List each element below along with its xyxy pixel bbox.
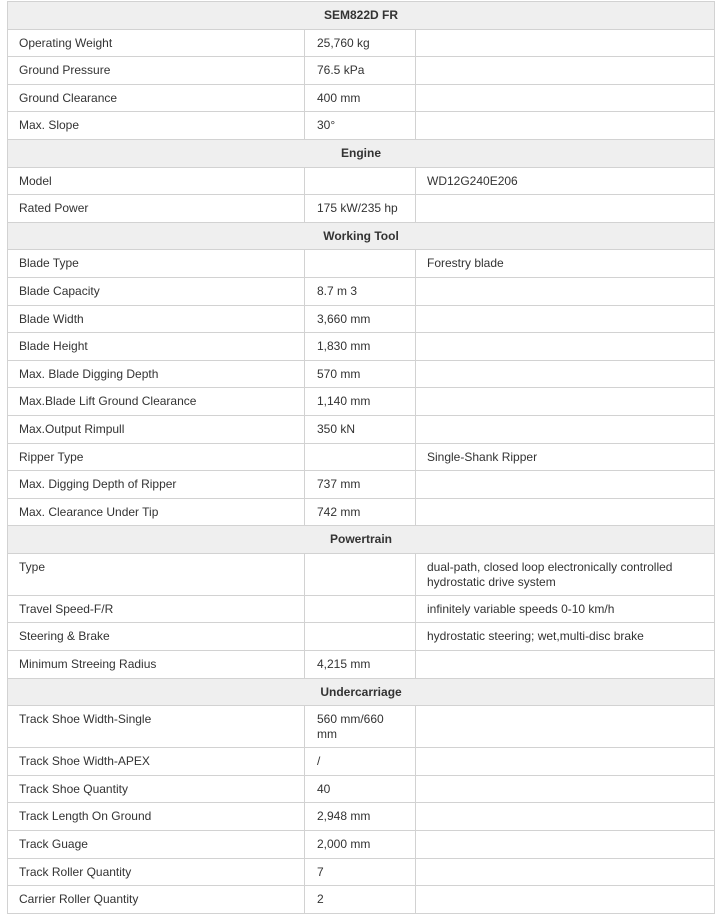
table-row — [8, 443, 715, 471]
spec-note — [416, 651, 715, 679]
spec-note: hydrostatic steering; wet,multi-disc brake — [416, 623, 715, 651]
table-row — [8, 803, 715, 831]
spec-note — [416, 333, 715, 361]
spec-table-body — [8, 2, 715, 914]
spec-label: Blade Type — [8, 250, 305, 278]
spec-value: 4,215 mm — [305, 651, 416, 679]
spec-value: 560 mm/660 mm — [305, 706, 416, 748]
spec-value: 400 mm — [305, 84, 416, 112]
spec-table — [7, 1, 715, 914]
spec-note — [416, 471, 715, 499]
spec-label: Travel Speed-F/R — [8, 595, 305, 623]
spec-label: Ripper Type — [8, 443, 305, 471]
spec-note — [416, 858, 715, 886]
section-title: SEM822D FR — [8, 2, 715, 30]
spec-label: Max. Clearance Under Tip — [8, 498, 305, 526]
table-row — [8, 498, 715, 526]
spec-label: Minimum Streeing Radius — [8, 651, 305, 679]
spec-value: 2,948 mm — [305, 803, 416, 831]
table-row — [8, 84, 715, 112]
spec-value: 76.5 kPa — [305, 57, 416, 85]
spec-note — [416, 195, 715, 223]
section-title: Engine — [8, 139, 715, 167]
spec-value — [305, 623, 416, 651]
spec-value — [305, 595, 416, 623]
table-row — [8, 415, 715, 443]
spec-note — [416, 498, 715, 526]
spec-note — [416, 831, 715, 859]
table-row — [8, 651, 715, 679]
table-row — [8, 706, 715, 748]
spec-note: Forestry blade — [416, 250, 715, 278]
spec-label: Operating Weight — [8, 29, 305, 57]
table-row — [8, 775, 715, 803]
section-header-row — [8, 2, 715, 30]
spec-value: 742 mm — [305, 498, 416, 526]
spec-note — [416, 886, 715, 914]
spec-value: 8.7 m 3 — [305, 277, 416, 305]
spec-label: Track Guage — [8, 831, 305, 859]
spec-label: Max. Digging Depth of Ripper — [8, 471, 305, 499]
spec-value: 570 mm — [305, 360, 416, 388]
table-row — [8, 360, 715, 388]
spec-value: 1,140 mm — [305, 388, 416, 416]
spec-value — [305, 553, 416, 595]
spec-note: Single-Shank Ripper — [416, 443, 715, 471]
spec-note — [416, 84, 715, 112]
spec-label: Track Roller Quantity — [8, 858, 305, 886]
spec-note: infinitely variable speeds 0-10 km/h — [416, 595, 715, 623]
spec-value: 30° — [305, 112, 416, 140]
spec-label: Max. Slope — [8, 112, 305, 140]
spec-label: Blade Capacity — [8, 277, 305, 305]
section-title: Working Tool — [8, 222, 715, 250]
spec-label: Steering & Brake — [8, 623, 305, 651]
spec-value: 350 kN — [305, 415, 416, 443]
spec-value: 737 mm — [305, 471, 416, 499]
spec-value: 2,000 mm — [305, 831, 416, 859]
section-title: Undercarriage — [8, 678, 715, 706]
spec-value — [305, 167, 416, 195]
table-row — [8, 623, 715, 651]
spec-note — [416, 775, 715, 803]
table-row — [8, 471, 715, 499]
table-row — [8, 595, 715, 623]
table-row — [8, 250, 715, 278]
spec-note — [416, 57, 715, 85]
table-row — [8, 748, 715, 776]
spec-note — [416, 112, 715, 140]
spec-note — [416, 29, 715, 57]
spec-value: 25,760 kg — [305, 29, 416, 57]
spec-label: Max. Blade Digging Depth — [8, 360, 305, 388]
section-header-row — [8, 222, 715, 250]
spec-note — [416, 360, 715, 388]
table-row — [8, 333, 715, 361]
spec-value — [305, 250, 416, 278]
spec-note — [416, 748, 715, 776]
table-row — [8, 57, 715, 85]
table-row — [8, 29, 715, 57]
spec-value: / — [305, 748, 416, 776]
spec-note: dual-path, closed loop electronically controlled hydrostatic drive system — [416, 553, 715, 595]
spec-value: 175 kW/235 hp — [305, 195, 416, 223]
table-row — [8, 886, 715, 914]
table-row — [8, 305, 715, 333]
section-header-row — [8, 139, 715, 167]
spec-label: Track Shoe Quantity — [8, 775, 305, 803]
spec-label: Blade Width — [8, 305, 305, 333]
spec-label: Track Length On Ground — [8, 803, 305, 831]
table-row — [8, 277, 715, 305]
section-title: Powertrain — [8, 526, 715, 554]
spec-note — [416, 388, 715, 416]
spec-note — [416, 803, 715, 831]
table-row — [8, 195, 715, 223]
table-row — [8, 112, 715, 140]
table-row — [8, 167, 715, 195]
spec-label: Track Shoe Width-Single — [8, 706, 305, 748]
section-header-row — [8, 678, 715, 706]
spec-label: Max.Output Rimpull — [8, 415, 305, 443]
spec-label: Track Shoe Width-APEX — [8, 748, 305, 776]
spec-label: Ground Clearance — [8, 84, 305, 112]
spec-value: 3,660 mm — [305, 305, 416, 333]
spec-note: WD12G240E206 — [416, 167, 715, 195]
spec-label: Carrier Roller Quantity — [8, 886, 305, 914]
spec-label: Type — [8, 553, 305, 595]
spec-note — [416, 277, 715, 305]
table-row — [8, 831, 715, 859]
spec-value: 7 — [305, 858, 416, 886]
spec-label: Ground Pressure — [8, 57, 305, 85]
spec-value — [305, 443, 416, 471]
spec-label: Rated Power — [8, 195, 305, 223]
spec-note — [416, 706, 715, 748]
spec-label: Model — [8, 167, 305, 195]
spec-value: 1,830 mm — [305, 333, 416, 361]
spec-note — [416, 415, 715, 443]
spec-label: Blade Height — [8, 333, 305, 361]
table-row — [8, 388, 715, 416]
table-row — [8, 858, 715, 886]
spec-note — [416, 305, 715, 333]
spec-value: 2 — [305, 886, 416, 914]
section-header-row — [8, 526, 715, 554]
table-row — [8, 553, 715, 595]
spec-value: 40 — [305, 775, 416, 803]
spec-label: Max.Blade Lift Ground Clearance — [8, 388, 305, 416]
